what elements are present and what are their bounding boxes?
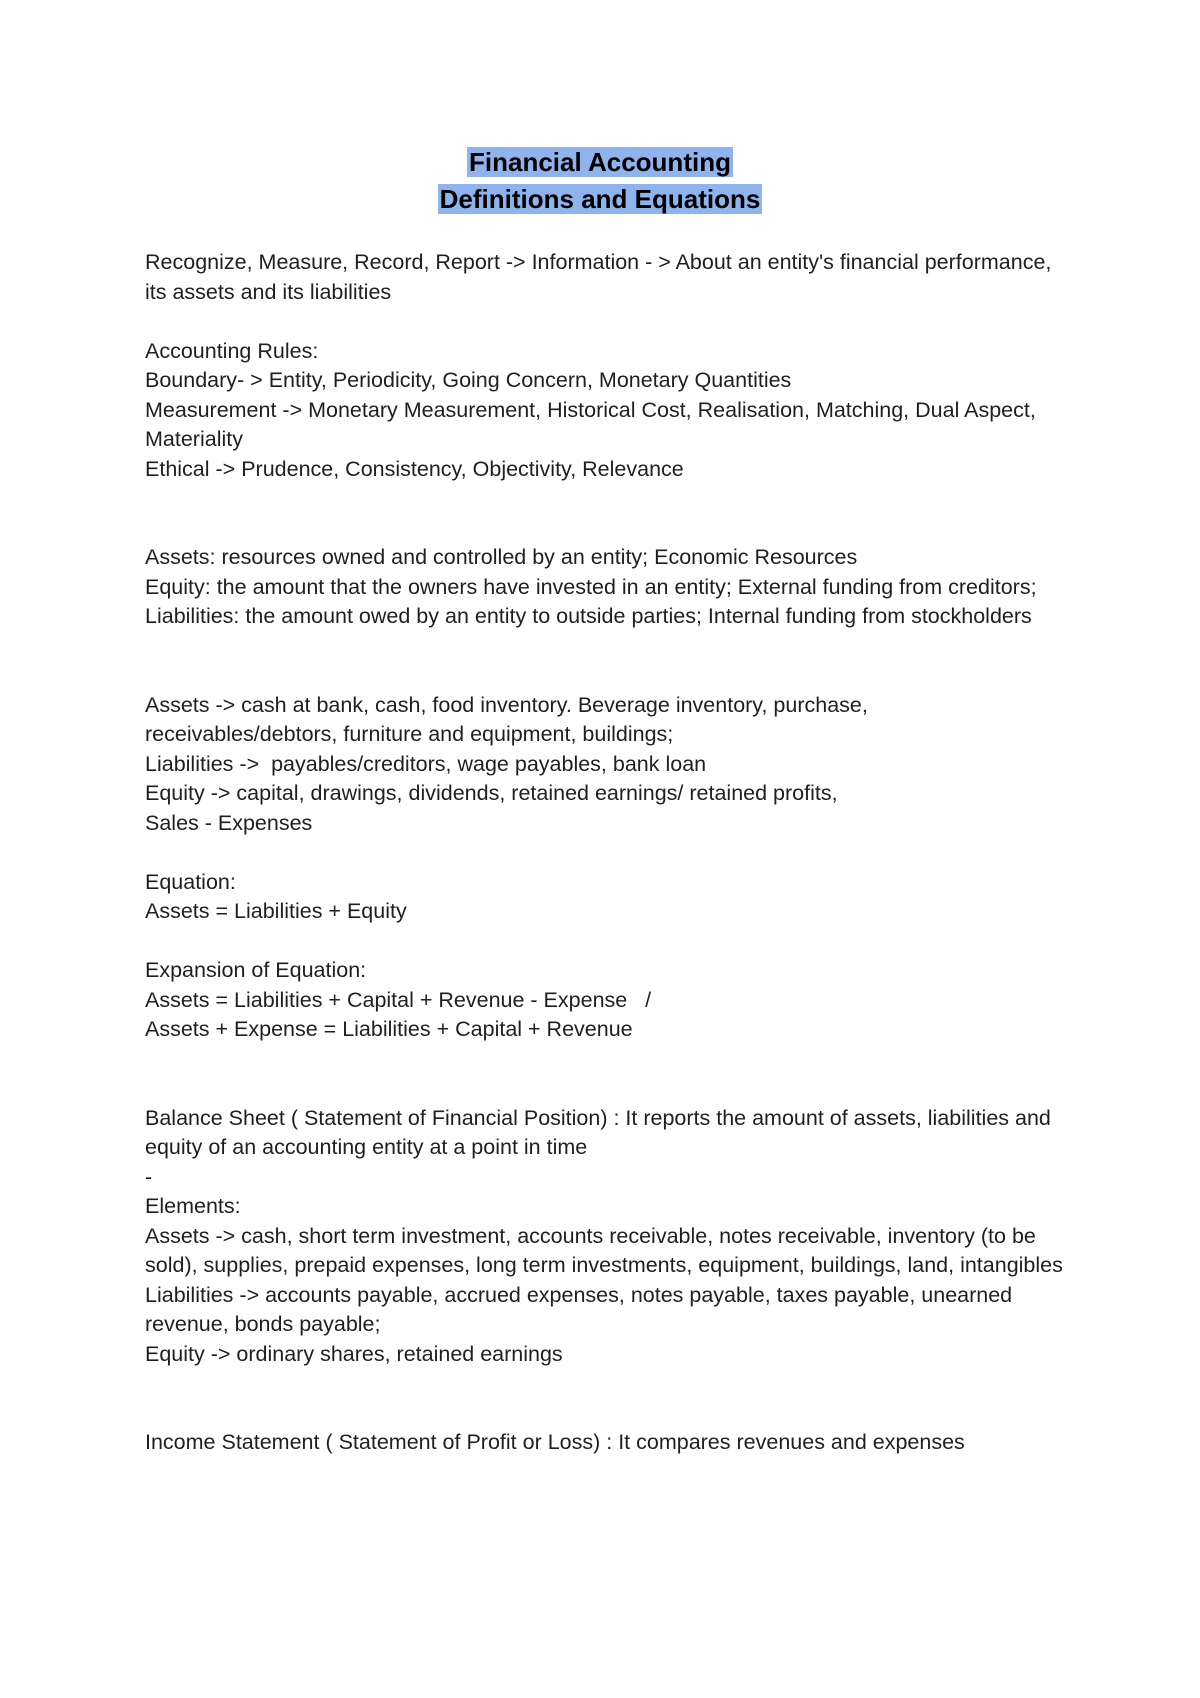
- balance-sheet-equity: Equity -> ordinary shares, retained earnings: [145, 1341, 563, 1366]
- rule-measurement: Measurement -> Monetary Measurement, Historical Cost, Realisation, Matching, Dual Aspect, Materiality: [145, 397, 1042, 451]
- examples-sales: Sales - Expenses: [145, 810, 313, 835]
- rule-boundary: Boundary- > Entity, Periodicity, Going Concern, Monetary Quantities: [145, 368, 792, 392]
- accounting-equation: Assets = Liabilities + Equity: [145, 899, 407, 923]
- elements-heading: Elements:: [145, 1194, 241, 1218]
- balance-sheet-assets: Assets -> cash, short term investment, accounts receivable, notes receivable, inventory (to be sold), supplies, prepaid expenses, long term investments, equipment, buildings, land, intangibles: [145, 1223, 1063, 1277]
- definition-assets: Assets: resources owned and controlled by an entity; Economic Resources: [145, 545, 858, 569]
- title-sub: Definitions and Equations: [439, 184, 761, 214]
- balance-sheet-liabilities: Liabilities -> accounts payable, accrued expenses, notes payable, taxes payable, unearned revenue, bonds payable;: [145, 1282, 1019, 1336]
- spacer: [145, 838, 1065, 868]
- rules-heading: Accounting Rules:: [145, 338, 319, 363]
- spacer: [145, 632, 1065, 691]
- rule-ethical: Ethical -> Prudence, Consistency, Objectivity, Relevance: [145, 456, 684, 481]
- examples-liabilities: Liabilities -> payables/creditors, wage payables, bank loan: [145, 751, 707, 776]
- document-title: [0, 144, 1200, 218]
- equation-heading: Equation:: [145, 869, 236, 894]
- examples-equity: Equity -> capital, drawings, dividends, retained earnings/ retained profits,: [145, 781, 838, 805]
- definition-liabilities: Liabilities: the amount owed by an entity to outside parties; Internal funding from stockholders: [145, 604, 1032, 628]
- spacer: [145, 1045, 1065, 1104]
- expansion-heading: Expansion of Equation:: [145, 958, 367, 982]
- document-body: [145, 248, 1065, 1458]
- expanded-equation-2: Assets + Expense = Liabilities + Capital + Revenue: [145, 1017, 633, 1041]
- spacer: [145, 484, 1065, 543]
- definition-equity: Equity: the amount that the owners have invested in an entity; External funding from creditors;: [145, 574, 1037, 599]
- balance-sheet-definition: Balance Sheet ( Statement of Financial Position) : It reports the amount of assets, liabilities and equity of an accounting entity at a point in time: [145, 1105, 1057, 1159]
- spacer: [145, 927, 1065, 957]
- income-statement-definition: Income Statement ( Statement of Profit or Loss) : It compares revenues and expenses: [145, 1430, 965, 1454]
- examples-assets: Assets -> cash at bank, cash, food inventory. Beverage inventory, purchase, receivables/debtors, furniture and equipment, buildings;: [145, 692, 874, 746]
- expanded-equation-1: Assets = Liabilities + Capital + Revenue - Expense /: [145, 987, 652, 1012]
- intro-paragraph: Recognize, Measure, Record, Report -> Information - > About an entity's financial performance, its assets and its liabilities: [145, 250, 1058, 304]
- spacer: [145, 307, 1065, 337]
- title-main: Financial Accounting: [469, 147, 731, 177]
- title-line-2: [0, 181, 1200, 218]
- spacer: [145, 1369, 1065, 1428]
- balance-sheet-dash: -: [145, 1164, 153, 1189]
- title-line-1: [0, 144, 1200, 181]
